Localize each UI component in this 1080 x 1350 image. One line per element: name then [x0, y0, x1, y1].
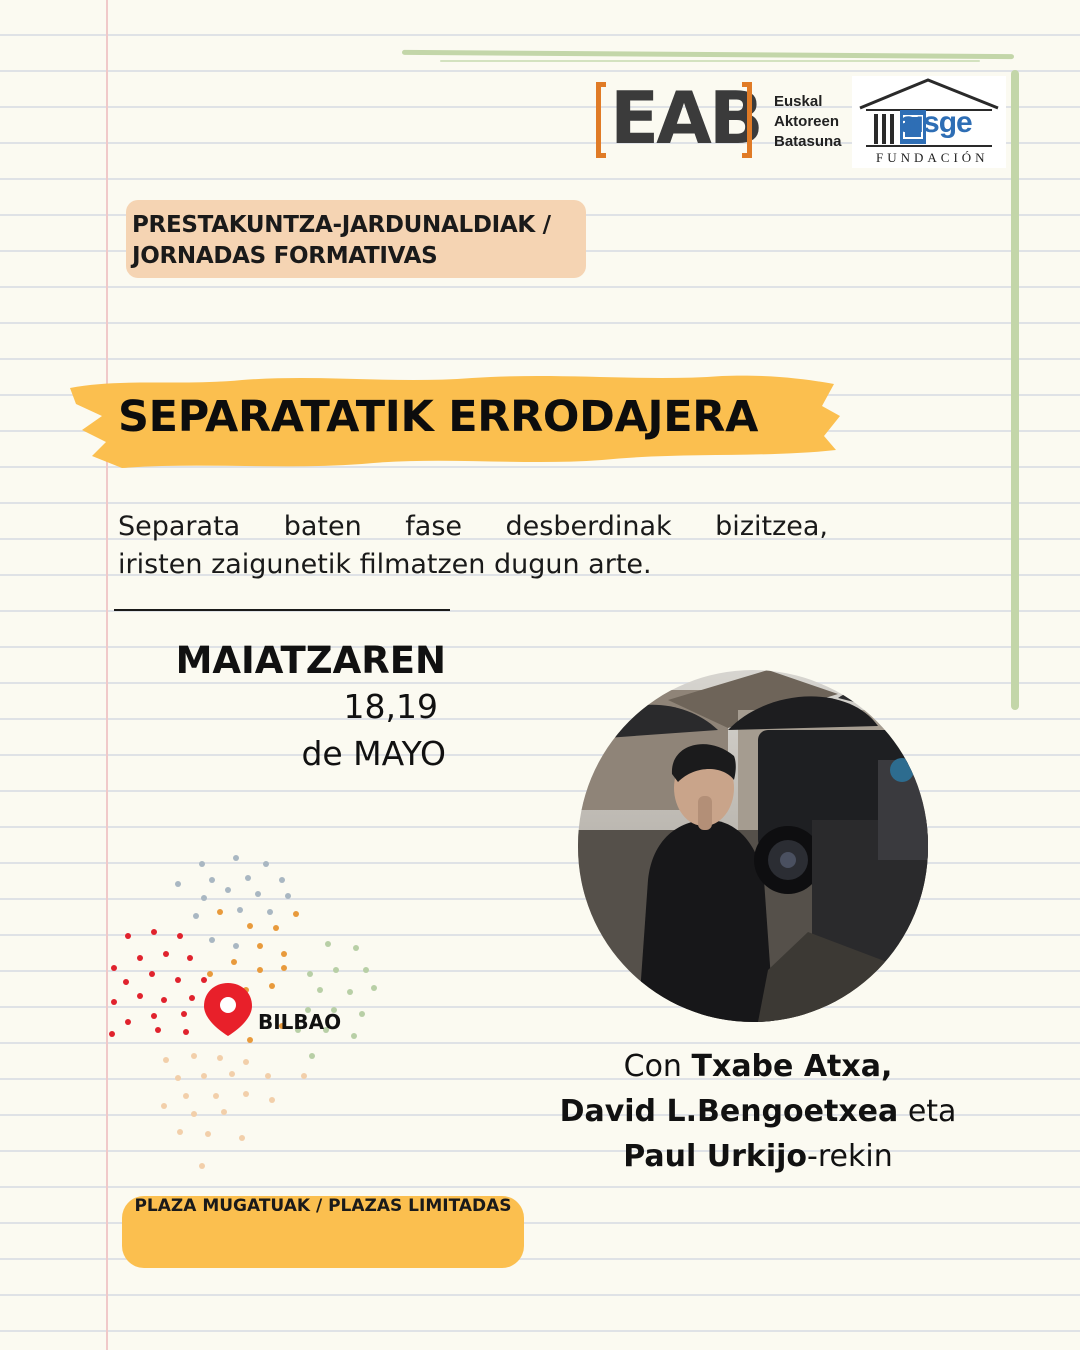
green-stroke-horizontal [402, 50, 1014, 59]
aisge-logo-word: aisge [900, 106, 972, 139]
credits-line-3 [530, 1134, 986, 1179]
date-month-eu: MAIATZAREN [175, 639, 446, 682]
eab-logo-letters: EAB [610, 76, 761, 160]
green-stroke-horizontal-thin [440, 60, 980, 62]
green-stroke-vertical [1011, 70, 1019, 710]
eab-name-line-2: Aktoreen [774, 113, 840, 130]
event-type-line-2: JORNADAS FORMATIVAS [132, 243, 438, 269]
eab-name-line-1: Euskal [774, 93, 823, 110]
credits-name-1: Txabe Atxa, [691, 1049, 893, 1084]
date-month-es: de MAYO [301, 734, 446, 773]
event-type-text [132, 210, 551, 272]
film-crew-photo-image [578, 670, 928, 1022]
credits-prefix: Con [623, 1049, 682, 1084]
credits-suffix: -rekin [807, 1139, 893, 1174]
eab-logo-name [774, 92, 842, 152]
limited-places-label: PLAZA MUGATUAK / PLAZAS LIMITADAS [134, 1196, 512, 1216]
credits-name-3: Paul Urkijo [623, 1139, 808, 1174]
location-dots-map [100, 850, 400, 1180]
eab-name-line-3: Batasuna [774, 133, 842, 150]
event-title: SEPARATATIK ERRODAJERA [118, 392, 759, 442]
event-type-line-1: PRESTAKUNTZA-JARDUNALDIAK / [132, 212, 551, 238]
location-city: BILBAO [258, 1010, 342, 1034]
credits [530, 1044, 986, 1179]
credits-line-2 [530, 1089, 986, 1134]
description-line-2: iristen zaigunetik filmatzen dugun arte. [118, 549, 652, 580]
event-description [118, 508, 828, 584]
map-pin-icon [204, 983, 252, 1036]
eab-logo [596, 76, 852, 164]
event-date [140, 638, 446, 778]
date-days: 18,19 [343, 687, 438, 726]
aisge-logo [852, 76, 1006, 168]
description-line-1: Separata baten fase desberdinak bizitzea, [118, 511, 828, 542]
divider [114, 609, 450, 611]
eab-bracket-left [596, 82, 606, 158]
aisge-logo-sub: FUNDACIÓN [876, 150, 989, 165]
credits-connector: eta [907, 1094, 957, 1129]
credits-line-1 [530, 1044, 986, 1089]
eab-bracket-right [742, 82, 752, 158]
film-crew-photo [578, 670, 928, 1022]
credits-name-2: David L.Bengoetxea [559, 1094, 899, 1129]
